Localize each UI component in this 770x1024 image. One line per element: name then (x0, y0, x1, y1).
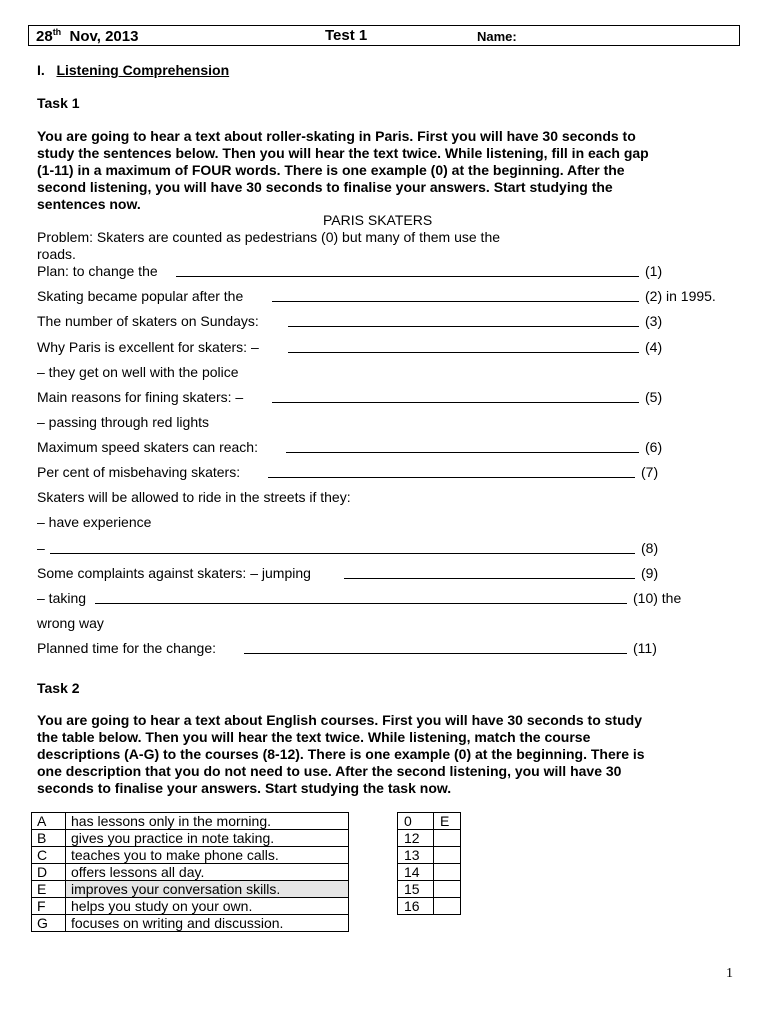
gap-8[interactable] (50, 553, 635, 554)
answer-row: 0 E (398, 813, 461, 830)
item-percent-label: Per cent of misbehaving skaters: (37, 464, 241, 480)
item-speed-num: (6) (645, 439, 663, 455)
answers-table (397, 812, 461, 915)
answer-row: 13 (398, 847, 461, 864)
table-row: D offers lessons all day. (32, 864, 349, 881)
task1-title: Task 1 (37, 95, 80, 111)
gap-10[interactable] (95, 603, 627, 604)
gap-6[interactable] (286, 452, 639, 453)
item-speed-label: Maximum speed skaters can reach: (37, 439, 258, 455)
task2-title: Task 2 (37, 680, 80, 696)
gap-3[interactable] (288, 326, 639, 327)
gap-7[interactable] (268, 477, 635, 478)
item-experience: – have experience (37, 514, 152, 530)
table-row-example: E improves your conversation skills. (32, 881, 349, 898)
item-why-label: Why Paris is excellent for skaters: – (37, 339, 259, 355)
item-complaints-num: (9) (641, 565, 659, 581)
gap-4[interactable] (288, 352, 639, 353)
item-plan-label: Plan: to change the (37, 263, 158, 279)
item-sundays-num: (3) (645, 313, 663, 329)
item-fining-label: Main reasons for fining skaters: – (37, 389, 244, 405)
gap-1[interactable] (176, 276, 639, 277)
item-wrong-way: wrong way (37, 615, 104, 631)
answer-cell[interactable] (434, 847, 461, 864)
item-percent-num: (7) (641, 464, 659, 480)
descriptions-table (31, 812, 349, 932)
answer-cell[interactable] (434, 881, 461, 898)
page-number: 1 (726, 966, 733, 981)
table-row: G focuses on writing and discussion. (32, 915, 349, 932)
header-test: Test 1 (325, 27, 368, 44)
header-box (28, 25, 740, 46)
answer-row: 12 (398, 830, 461, 847)
header-date: 28th Nov, 2013 (36, 27, 139, 45)
task1-instructions: You are going to hear a text about roller-skating in Paris. First you will have 30 seconds to study the sentences below. Then you will hear the text twice. While listening, fill in each gap (1-11) in a maximum of FOUR words. There is one example (0) at the beginning. After the second listening, you will have 30 seconds to finalise your answers. Start studying the sentences now. (37, 128, 649, 212)
header-name-label: Name: (477, 29, 517, 44)
gap-5[interactable] (272, 402, 639, 403)
answer-cell[interactable] (434, 830, 461, 847)
item-allowed: Skaters will be allowed to ride in the streets if they: (37, 489, 351, 505)
table-row: C teaches you to make phone calls. (32, 847, 349, 864)
item-sundays-label: The number of skaters on Sundays: (37, 313, 259, 329)
gap-11[interactable] (244, 653, 627, 654)
item-police: – they get on well with the police (37, 364, 239, 380)
answer-row: 16 (398, 898, 461, 915)
answer-row: 14 (398, 864, 461, 881)
item-planned-label: Planned time for the change: (37, 640, 217, 656)
task2-instructions: You are going to hear a text about English courses. First you will have 30 seconds to study the table below. Then you will hear the text twice. While listening, match the course descriptions (A-G) to the courses (8-12). There is one example (0) at the beginning. There is one description that you do not need to use. After the second listening, you will have 30 seconds to finalise your answers. Start studying the task now. (37, 712, 645, 796)
item-why-num: (4) (645, 339, 663, 355)
item-dash-8-num: (8) (641, 540, 659, 556)
table-row: B gives you practice in note taking. (32, 830, 349, 847)
problem-line-1: Problem: Skaters are counted as pedestrians (0) but many of them use the (37, 229, 501, 245)
item-taking-num: (10) the (633, 590, 682, 606)
gap-9[interactable] (344, 578, 635, 579)
item-red-lights: – passing through red lights (37, 414, 209, 430)
item-plan-num: (1) (645, 263, 663, 279)
item-popular-num: (2) in 1995. (645, 288, 716, 304)
item-fining-num: (5) (645, 389, 663, 405)
item-popular-label: Skating became popular after the (37, 288, 244, 304)
answer-row: 15 (398, 881, 461, 898)
gap-2[interactable] (272, 301, 639, 302)
table-row: A has lessons only in the morning. (32, 813, 349, 830)
problem-line-2: roads. (37, 246, 76, 262)
item-dash-8: – (37, 540, 45, 556)
section-title: I. Listening Comprehension (37, 62, 230, 78)
answer-cell[interactable] (434, 864, 461, 881)
answer-cell[interactable] (434, 898, 461, 915)
table-row: F helps you study on your own. (32, 898, 349, 915)
item-taking-label: – taking (37, 590, 87, 606)
item-planned-num: (11) (633, 640, 657, 656)
task1-heading: PARIS SKATERS (323, 212, 433, 228)
item-complaints-label: Some complaints against skaters: – jumping (37, 565, 311, 581)
